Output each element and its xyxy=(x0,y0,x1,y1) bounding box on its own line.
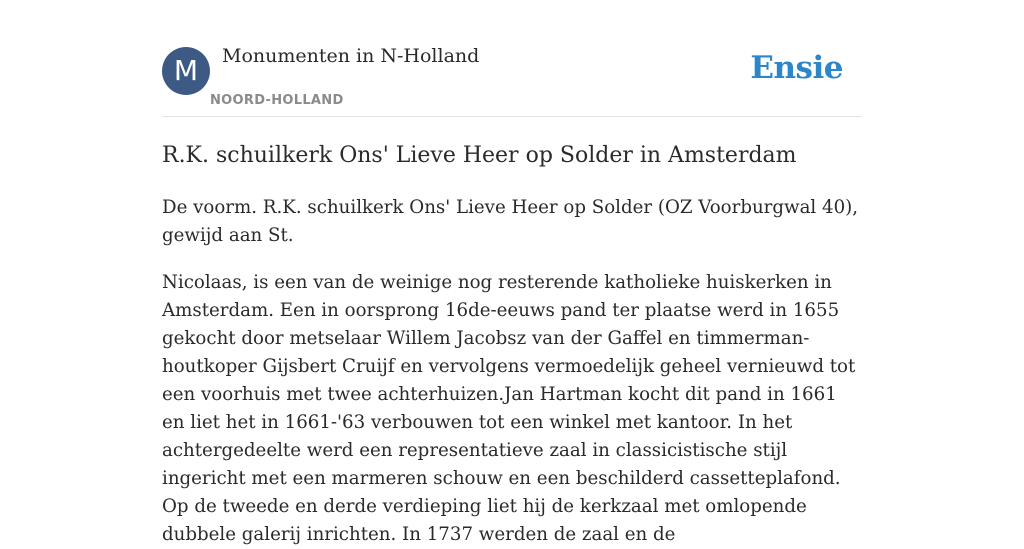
site-title-link[interactable]: Monumenten in N-Holland xyxy=(222,45,480,67)
article-paragraph-1: De voorm. R.K. schuilkerk Ons' Lieve Heer op Solder (OZ Voorburgwal 40), gewijd aan St. xyxy=(162,197,859,246)
article-paragraph-2: Nicolaas, is een van de weinige nog resterende katholieke huiskerken in Amsterdam. Een in oorsprong 16de-eeuws pand ter plaatse werd in 1655 gekocht door metselaar Willem Jacobsz van der Gaffel en timmerman-houtkoper Gijsbert Cruijf en vervolgens vermoedelijk geheel vernieuwd tot een voorhuis met twee achterhuizen.Jan Hartman kocht dit pand in 1661 en liet het in 1661-'63 verbouwen tot een winkel met kantoor. In het achtergedeelte werd een representatieve zaal in classicistische stijl ingericht met een marmeren schouw en een beschilderd cassetteplafond. Op de tweede en derde verdieping liet hij de kerkzaal met omlopende dubbele galerij inrichten. In 1737 werden de zaal en de xyxy=(162,272,856,545)
ensie-logo[interactable]: Ensie xyxy=(750,50,843,86)
site-header xyxy=(162,0,862,117)
avatar[interactable]: M xyxy=(162,47,210,95)
page-container xyxy=(162,0,862,549)
region-link[interactable]: NOORD-HOLLAND xyxy=(210,93,344,108)
article-title: R.K. schuilkerk Ons' Lieve Heer op Solder in Amsterdam xyxy=(162,143,797,168)
